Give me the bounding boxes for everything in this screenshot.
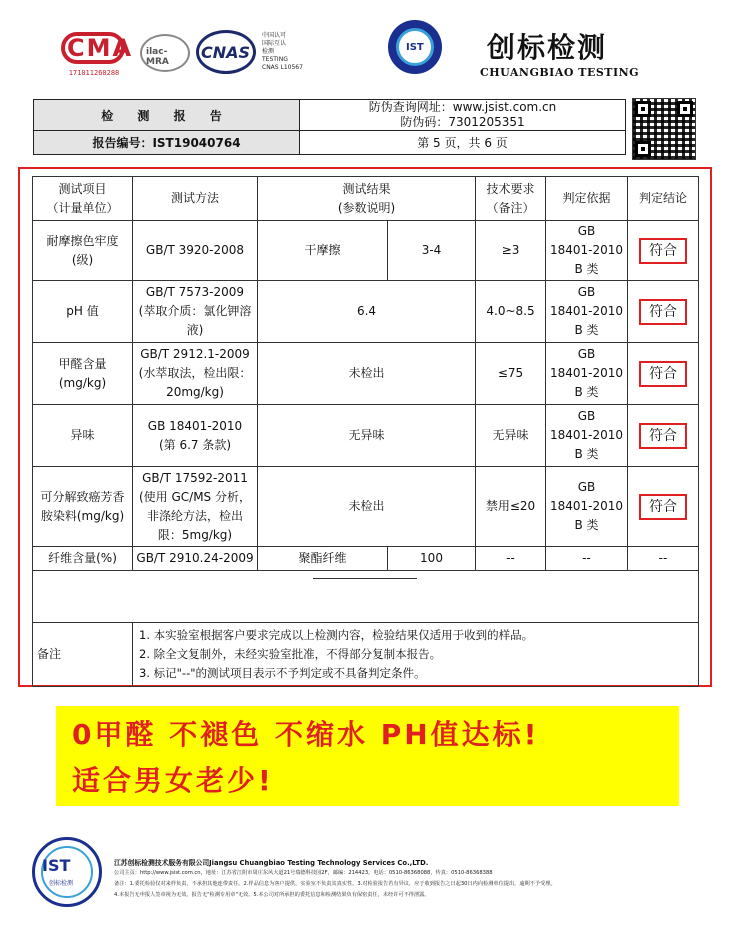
cell-method bbox=[133, 405, 258, 467]
cell-item: 纤维含量(%) bbox=[33, 547, 133, 571]
cell-basis: -- bbox=[546, 547, 628, 571]
cell-line: 甲醛含量 bbox=[58, 356, 107, 371]
cell-result: 无异味 bbox=[258, 405, 476, 467]
cnas-logo bbox=[196, 30, 256, 74]
ist-logo-inner bbox=[396, 28, 434, 66]
ilac-mra-logo bbox=[140, 34, 190, 72]
cell-requirement: 无异味 bbox=[476, 405, 546, 467]
cell-requirement: ≥3 bbox=[476, 221, 546, 281]
cnas-caption bbox=[262, 32, 303, 72]
col-header-requirement bbox=[476, 177, 546, 221]
cell-verdict bbox=[628, 343, 699, 405]
cnas-caption-line: 中国认可 bbox=[262, 32, 287, 39]
notes-row bbox=[33, 623, 699, 687]
cell-line: B 类 bbox=[574, 385, 599, 399]
table-row bbox=[33, 221, 699, 281]
header-text: 测试项目 bbox=[58, 181, 107, 196]
cell-line: GB bbox=[577, 347, 596, 361]
cell-basis bbox=[546, 405, 628, 467]
footer-address: 公司主页：http://www.jsist.com.cn，地址：江苏省江阴市周庄东风大道21号瑞德科技园2F，邮编：214423，电话：0510-86368088，传真：0510-86368388 bbox=[114, 870, 493, 876]
cell-method: GB/T 3920-2008 bbox=[133, 221, 258, 281]
header-text: 测试结果 bbox=[342, 181, 391, 196]
note-line: 2. 除全文复制外，未经实验室批准，不得部分复制本报告。 bbox=[139, 647, 442, 661]
cell-verdict bbox=[628, 221, 699, 281]
cell-line: B 类 bbox=[574, 262, 599, 276]
cell-line: GB bbox=[577, 285, 596, 299]
col-header-result bbox=[258, 177, 476, 221]
cell-line: GB/T 2912.1-2009 bbox=[140, 347, 250, 361]
cnas-logo-text: CNAS bbox=[201, 43, 251, 62]
cell-basis bbox=[546, 221, 628, 281]
cell-line: GB 18401-2010 bbox=[147, 418, 243, 433]
header-subtext: （备注） bbox=[486, 200, 535, 215]
cell-line: 液) bbox=[186, 323, 204, 337]
anti-fake-info bbox=[300, 100, 626, 131]
promo-banner bbox=[56, 706, 679, 806]
cell-line: GB/T 7573-2009 bbox=[145, 285, 245, 299]
cell-line: 非涤纶方法，检出 bbox=[146, 508, 243, 523]
cell-line: (萃取介质：氯化钾溶 bbox=[138, 304, 252, 318]
ist-logo bbox=[388, 20, 442, 74]
cell-line: 胺染料(mg/kg) bbox=[40, 508, 125, 523]
header-logos bbox=[0, 0, 731, 90]
cell-line: 18401-2010 bbox=[549, 366, 624, 380]
cell-item: pH 值 bbox=[33, 281, 133, 343]
cma-logo-text: CMA bbox=[67, 34, 134, 62]
table-row bbox=[33, 343, 699, 405]
footer-remark: 备注：1.委托检验仅对来样负责，不承担其他连带责任。2.样品信息为客户提供，实验室不负责其真实性。3.对检验报告若有异议，应于收到报告之日起30日内向检测单位提出，逾期不予受理。 bbox=[114, 881, 556, 887]
cell-line: GB bbox=[577, 480, 596, 494]
cell-value: 100 bbox=[388, 547, 476, 571]
cell-method: GB/T 2910.24-2009 bbox=[133, 547, 258, 571]
cell-verdict bbox=[628, 467, 699, 547]
table-row bbox=[33, 281, 699, 343]
cell-line: GB/T 17592-2011 bbox=[142, 470, 248, 485]
cell-requirement: ≤75 bbox=[476, 343, 546, 405]
qr-finder bbox=[635, 141, 651, 157]
col-header-basis: 判定依据 bbox=[546, 177, 628, 221]
table-row bbox=[33, 405, 699, 467]
col-header-verdict: 判定结论 bbox=[628, 177, 699, 221]
footer-logo-text: IST bbox=[42, 856, 71, 875]
cell-item bbox=[33, 343, 133, 405]
cell-item bbox=[33, 467, 133, 547]
blank-cell bbox=[33, 571, 699, 623]
report-header-table bbox=[33, 99, 626, 155]
blank-row bbox=[33, 571, 699, 623]
footer-ist-logo bbox=[32, 837, 102, 907]
ist-logo-text: IST bbox=[406, 42, 424, 53]
cell-basis bbox=[546, 281, 628, 343]
cell-verdict bbox=[628, 281, 699, 343]
cell-method bbox=[133, 467, 258, 547]
notes-content bbox=[133, 623, 699, 687]
cell-line: (第 6.7 条款) bbox=[158, 437, 232, 452]
qr-code-icon bbox=[632, 98, 696, 160]
page-indicator: 第 5 页，共 6 页 bbox=[300, 131, 626, 155]
promo-line-1: 0甲醛 不褪色 不缩水 PH值达标! bbox=[72, 718, 540, 751]
col-header-method: 测试方法 bbox=[133, 177, 258, 221]
cell-param: 干摩擦 bbox=[258, 221, 388, 281]
footer-logo-subtext: 创标检测 bbox=[49, 880, 74, 887]
cnas-caption-line: 检测 bbox=[262, 48, 275, 55]
cma-number: 171011260288 bbox=[68, 69, 120, 77]
header-text: 技术要求 bbox=[486, 181, 535, 196]
qr-finder bbox=[677, 101, 693, 117]
brand-name-cn: 创标检测 bbox=[487, 31, 608, 64]
cell-result: 6.4 bbox=[258, 281, 476, 343]
col-header-item bbox=[33, 177, 133, 221]
table-header-row bbox=[33, 177, 699, 221]
cell-line: (使用 GC/MS 分析， bbox=[138, 489, 251, 504]
test-results-table bbox=[32, 176, 699, 687]
cell-line: GB bbox=[577, 224, 596, 238]
cnas-caption-line: 国际互认 bbox=[262, 40, 287, 47]
cell-line: 20mg/kg) bbox=[166, 385, 224, 399]
cell-value: 3-4 bbox=[388, 221, 476, 281]
header-subtext: （计量单位） bbox=[46, 200, 119, 215]
cell-method bbox=[133, 343, 258, 405]
cell-verdict: -- bbox=[628, 547, 699, 571]
cell-line: 18401-2010 bbox=[549, 243, 624, 257]
cell-requirement: 禁用≤20 bbox=[476, 467, 546, 547]
ilac-logo-text: ilac-MRA bbox=[146, 47, 169, 67]
cell-line: 18401-2010 bbox=[549, 304, 624, 318]
cell-line: B 类 bbox=[574, 447, 599, 461]
verdict-badge: 符合 bbox=[639, 299, 687, 325]
cnas-caption-line: TESTING bbox=[262, 56, 288, 63]
cell-line: GB bbox=[577, 409, 596, 423]
report-number: 报告编号：IST19040764 bbox=[34, 131, 300, 155]
cell-item bbox=[33, 221, 133, 281]
anti-fake-site: 防伪查询网址：www.jsist.com.cn bbox=[368, 100, 557, 114]
cma-logo bbox=[57, 28, 134, 80]
table-row bbox=[33, 467, 699, 547]
cell-line: 限：5mg/kg) bbox=[157, 527, 233, 542]
cell-requirement: -- bbox=[476, 547, 546, 571]
cell-result: 未检出 bbox=[258, 343, 476, 405]
footer-remark: 4.本报告无申报人签章视为无效。报告无"检测专用章"无效。5.本公司对所承担的委托信息和检测结果负有保密责任，未经许可不得泄露。 bbox=[114, 892, 430, 898]
end-rule bbox=[313, 578, 417, 579]
table-row bbox=[33, 547, 699, 571]
note-line: 3. 标记"--"的测试项目表示不予判定或不具备判定条件。 bbox=[139, 666, 426, 680]
cnas-caption-line: CNAS L10567 bbox=[262, 64, 303, 71]
cell-basis bbox=[546, 343, 628, 405]
footer-company: 江苏创标检测技术服务有限公司Jiangsu Chuangbiao Testing Technology Services Co.,LTD. bbox=[114, 859, 429, 867]
verdict-badge: 符合 bbox=[639, 423, 687, 449]
cell-line: B 类 bbox=[574, 518, 599, 532]
cell-basis bbox=[546, 467, 628, 547]
header-subtext: (参数说明) bbox=[337, 200, 396, 215]
cell-method bbox=[133, 281, 258, 343]
cell-line: (级) bbox=[71, 252, 94, 267]
cell-line: B 类 bbox=[574, 323, 599, 337]
verdict-badge: 符合 bbox=[639, 238, 687, 264]
verdict-badge: 符合 bbox=[639, 494, 687, 520]
cell-item: 异味 bbox=[33, 405, 133, 467]
cell-line: 18401-2010 bbox=[549, 428, 624, 442]
anti-fake-code: 防伪码：7301205351 bbox=[400, 115, 525, 129]
cell-line: 可分解致癌芳香 bbox=[40, 489, 125, 504]
cell-line: 18401-2010 bbox=[549, 499, 624, 513]
cell-line: 耐摩擦色牢度 bbox=[46, 233, 119, 248]
note-line: 1. 本实验室根据客户要求完成以上检测内容，检验结果仅适用于收到的样品。 bbox=[139, 628, 534, 642]
promo-line-2: 适合男女老少! bbox=[72, 764, 274, 797]
cell-param: 聚酯纤维 bbox=[258, 547, 388, 571]
qr-finder bbox=[635, 101, 651, 117]
brand-name-en: CHUANGBIAO TESTING bbox=[480, 66, 640, 79]
cell-line: (水萃取法，检出限： bbox=[138, 366, 252, 380]
cell-line: (mg/kg) bbox=[58, 375, 107, 390]
notes-label: 备注 bbox=[33, 623, 133, 687]
cell-result: 未检出 bbox=[258, 467, 476, 547]
cell-verdict bbox=[628, 405, 699, 467]
cell-requirement: 4.0~8.5 bbox=[476, 281, 546, 343]
report-title: 检 测 报 告 bbox=[34, 100, 300, 131]
verdict-badge: 符合 bbox=[639, 361, 687, 387]
